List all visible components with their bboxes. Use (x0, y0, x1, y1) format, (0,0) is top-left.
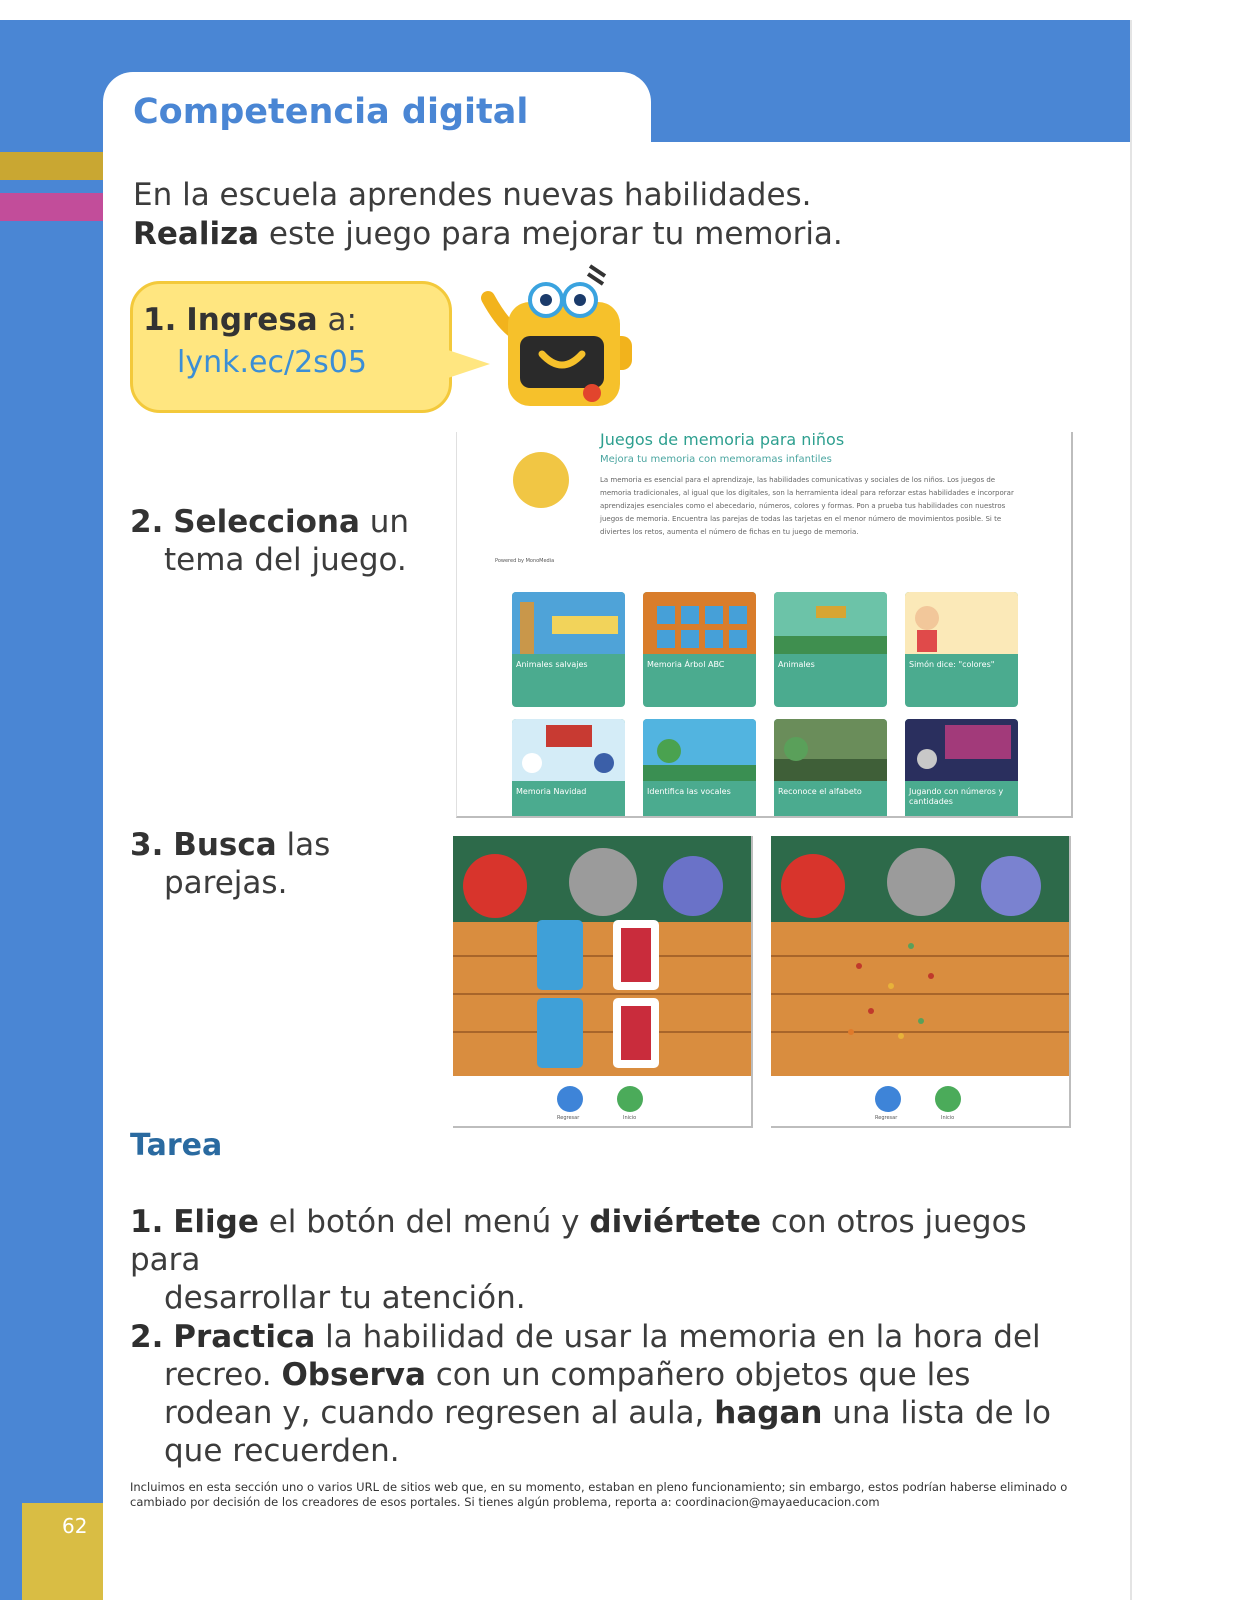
alphabet-thumbnail-icon (774, 719, 887, 781)
vowels-thumbnail-icon (643, 719, 756, 781)
abc-tree-thumbnail-icon (643, 592, 756, 654)
powered-by: Powered by MonoMedia (495, 558, 555, 564)
memory-game-board-icon (453, 836, 751, 1076)
numbers-thumbnail-icon (905, 719, 1018, 781)
gold-stripe (0, 152, 103, 180)
hw1-text-1: el botón del menú y (258, 1204, 590, 1240)
homework-item-2 (130, 1318, 1090, 1470)
back-caption: Regresar (875, 1115, 898, 1121)
left-color-band (0, 20, 103, 1600)
step-3-verb: Busca (173, 827, 277, 863)
website-title: Juegos de memoria para niños (600, 432, 845, 449)
step-2-number: 2. (130, 504, 164, 540)
back-arrow-icon[interactable] (557, 1086, 583, 1112)
hw1-number: 1. (130, 1204, 164, 1240)
game-card-label: Reconoce el alfabeto (778, 787, 862, 796)
website-link[interactable]: lynk.ec/2s05 (177, 345, 367, 380)
home-icon[interactable] (935, 1086, 961, 1112)
game-card[interactable] (643, 592, 756, 707)
hw2-line-3b: una lista de lo (822, 1395, 1052, 1431)
home-caption: Inicio (623, 1115, 637, 1121)
robot-mascot-icon (480, 258, 650, 418)
intro-verb: Realiza (133, 216, 260, 252)
hw2-number: 2. (130, 1319, 164, 1355)
game-card-label: Simón dice: "colores" (909, 660, 995, 669)
step-1-verb: Ingresa (186, 302, 318, 338)
hw1-line-2: desarrollar tu atención. (164, 1280, 526, 1316)
game-card[interactable] (905, 719, 1018, 818)
christmas-thumbnail-icon (512, 719, 625, 781)
game-card[interactable] (512, 592, 625, 707)
memory-game-cleared-board-icon (771, 836, 1069, 1076)
hw1-text-2: con otros juegos para (130, 1204, 1027, 1278)
game-card-label: Memoria Árbol ABC (647, 660, 725, 669)
hw2-verb-1: Practica (173, 1319, 316, 1355)
memory-game-logo-icon (513, 452, 569, 508)
website-description: La memoria es esencial para el aprendizaje, las habilidades comunicativas y sociales de los niños. Los juegos de memoria tradicionales, al igual que los digitales, son la herramienta ideal para reforzar estas habilidades e incorporar aprendizajes esenciales como el abecedario, números, colores y formas. Pon a prueba tus habilidades con nuestros juegos de memoria. Encuentra las parejas de todas las tarjetas en el menor número de movimientos posible. Si te diviertes los retos, aumenta el número de fichas en tu juego de memoria. (600, 476, 1014, 536)
wild-animals-thumbnail-icon (512, 592, 625, 654)
step-3-number: 3. (130, 827, 164, 863)
animals-thumbnail-icon (774, 592, 887, 654)
hw2-line-2a: recreo. (164, 1357, 282, 1393)
game-card-label: Memoria Navidad (516, 787, 587, 796)
back-caption: Regresar (557, 1115, 580, 1121)
game-screenshot-cards (453, 836, 753, 1128)
hw2-line-3a: rodean y, cuando regresen al aula, (164, 1395, 715, 1431)
simon-says-thumbnail-icon (905, 592, 1018, 654)
step-2-verb: Selecciona (173, 504, 360, 540)
game-card[interactable] (774, 592, 887, 707)
footnote: Incluimos en esta sección uno o varios URL de sitios web que, en su momento, estaban en pleno funcionamiento; sin embargo, estos podrían haberse eliminado o cambiado por decisión de los creadores de esos portales. Si tienes algún problema, reporta a: coordinacion@mayaeducacion.com (130, 1480, 1068, 1509)
hw1-verb-1: Elige (173, 1204, 259, 1240)
intro-paragraph (133, 176, 843, 254)
hw2-line-2b: con un compañero objetos que les (425, 1357, 971, 1393)
hw2-line-4: que recuerden. (164, 1433, 400, 1469)
intro-line-1: En la escuela aprendes nuevas habilidades. (133, 177, 812, 213)
game-card[interactable] (905, 592, 1018, 707)
game-screenshot-cleared (771, 836, 1071, 1128)
step-3-rest: las (276, 827, 331, 863)
step-1-number: 1. (143, 302, 177, 338)
hw1-verb-2: diviértete (589, 1204, 762, 1240)
website-screenshot (456, 432, 1073, 818)
pink-stripe (0, 193, 103, 221)
step-1 (143, 301, 357, 339)
game-card-label: Animales salvajes (516, 660, 588, 669)
game-card[interactable] (774, 719, 887, 818)
step-3-line-2: parejas. (164, 865, 288, 901)
game-card-label: Animales (778, 660, 815, 669)
back-arrow-icon[interactable] (875, 1086, 901, 1112)
intro-line-2 (133, 215, 843, 254)
step-2-rest: un (359, 504, 410, 540)
page-number: 62 (62, 1514, 88, 1538)
home-caption: Inicio (941, 1115, 955, 1121)
game-card[interactable] (512, 719, 625, 818)
right-rule (1130, 20, 1132, 1600)
hw2-line-2 (130, 1356, 1090, 1394)
website-subtitle: Mejora tu memoria con memoramas infantiles (600, 454, 832, 465)
hw2-verb-2: Observa (281, 1357, 426, 1393)
step-1-rest: a: (317, 302, 357, 338)
hw2-verb-3: hagan (714, 1395, 823, 1431)
game-card-label: Identifica las vocales (647, 787, 731, 796)
hw2-line-3 (130, 1394, 1090, 1432)
home-icon[interactable] (617, 1086, 643, 1112)
hw2-text-1: la habilidad de usar la memoria en la hora del (315, 1319, 1041, 1355)
game-card-label: Jugando con números y cantidades (909, 787, 1004, 806)
homework-item-1 (130, 1203, 1090, 1317)
step-2-line-2: tema del juego. (164, 542, 407, 578)
step-3 (130, 826, 330, 902)
homework-heading: Tarea (130, 1128, 223, 1163)
game-card[interactable] (643, 719, 756, 818)
page-title: Competencia digital (133, 92, 529, 132)
intro-line-2-rest: este juego para mejorar tu memoria. (259, 216, 843, 252)
step-2 (130, 503, 409, 579)
